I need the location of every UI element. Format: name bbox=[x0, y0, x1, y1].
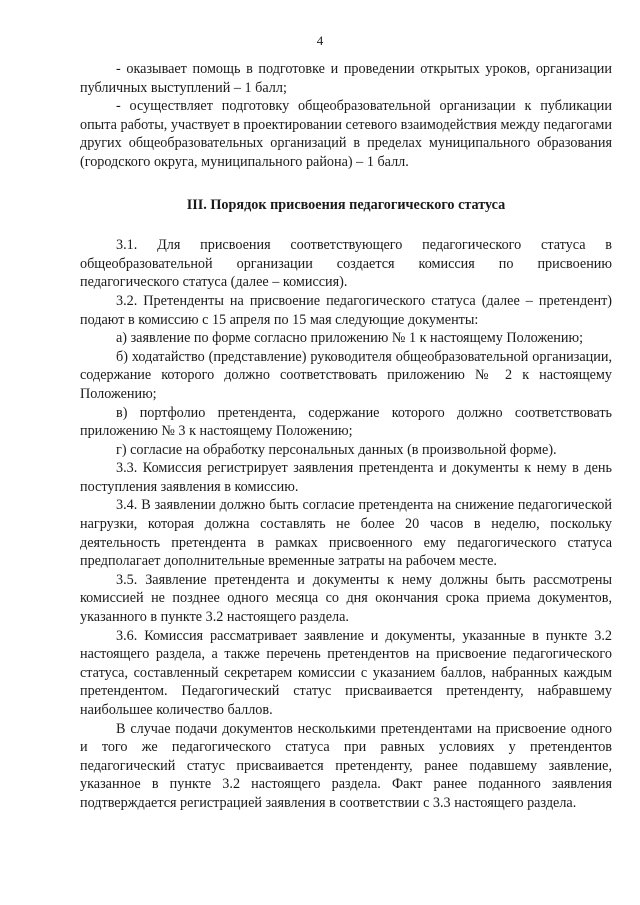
paragraph-3-4: 3.4. В заявлении должно быть согласие претендента на снижение педагогической нагрузки, которая должна составлять не более 20 часов в неделю, поскольку деятельность претендента в рамках присвоенного ему педагогического статуса предполагает дополнительные временные затраты на рабочем месте. bbox=[80, 497, 612, 570]
paragraph-3-6: 3.6. Комиссия рассматривает заявление и документы, указанные в пункте 3.2 настоящего раздела, а также перечень претендентов на присвоение педагогического статуса, составленный секретарем комиссии с указанием баллов, набранных каждым претендентом. Педагогический статус присваивается претенденту, набравшему наибольшее количество баллов. bbox=[80, 627, 612, 718]
list-item-c: в) портфолио претендента, содержание которого должно соответствовать приложению № 3 к настоящему Положению; bbox=[80, 404, 612, 440]
paragraph-tie-rule: В случае подачи документов несколькими претендентами на присвоение одного и того же педагогического статуса при равных условиях у претендентов педагогический статус присваивается претенденту, ранее подавшему заявление, указанное в пункте 3.2 настоящего раздела. Факт ранее поданного заявления подтверждается регистрацией заявления в соответствии с 3.3 настоящего раздела. bbox=[80, 720, 612, 811]
paragraph-3-5: 3.5. Заявление претендента и документы к нему должны быть рассмотрены комиссией не позднее одного месяца со дня окончания срока приема документов, указанного в пункте 3.2 настоящего раздела. bbox=[80, 571, 612, 626]
list-item-a: а) заявление по форме согласно приложению № 1 к настоящему Положению; bbox=[116, 330, 584, 347]
intro-item-1: - оказывает помощь в подготовке и проведении открытых уроков, организации публичных выступлений – 1 балл; bbox=[80, 61, 612, 96]
paragraph-3-3: 3.3. Комиссия регистрирует заявления претендента и документы к нему в день поступления заявления в комиссию. bbox=[80, 460, 612, 495]
section-title: III. Порядок присвоения педагогического статуса bbox=[186, 196, 506, 213]
list-item-b: б) ходатайство (представление) руководителя общеобразовательной организации, содержание которого должно соответствовать приложению № 2 к настоящему Положению; bbox=[80, 348, 612, 402]
list-item-d: г) согласие на обработку персональных данных (в произвольной форме). bbox=[116, 441, 557, 458]
paragraph-3-1: 3.1. Для присвоения соответствующего педагогического статуса в общеобразовательной организации создается комиссия по присвоению педагогического статуса (далее – комиссия). bbox=[80, 237, 612, 291]
intro-item-2: - осуществляет подготовку общеобразовательной организации к публикации опыта работы, участвует в проектировании сетевого взаимодействия между педагогами других общеобразовательных организаций в пределах муниципального образования (городского округа, муниципального района) – 1 балл. bbox=[80, 98, 612, 170]
page-number: 4 bbox=[316, 33, 324, 48]
paragraph-3-2: 3.2. Претенденты на присвоение педагогического статуса (далее – претендент) подают в комиссию с 15 апреля по 15 мая следующие документы: bbox=[80, 292, 612, 328]
document-body bbox=[80, 60, 612, 813]
